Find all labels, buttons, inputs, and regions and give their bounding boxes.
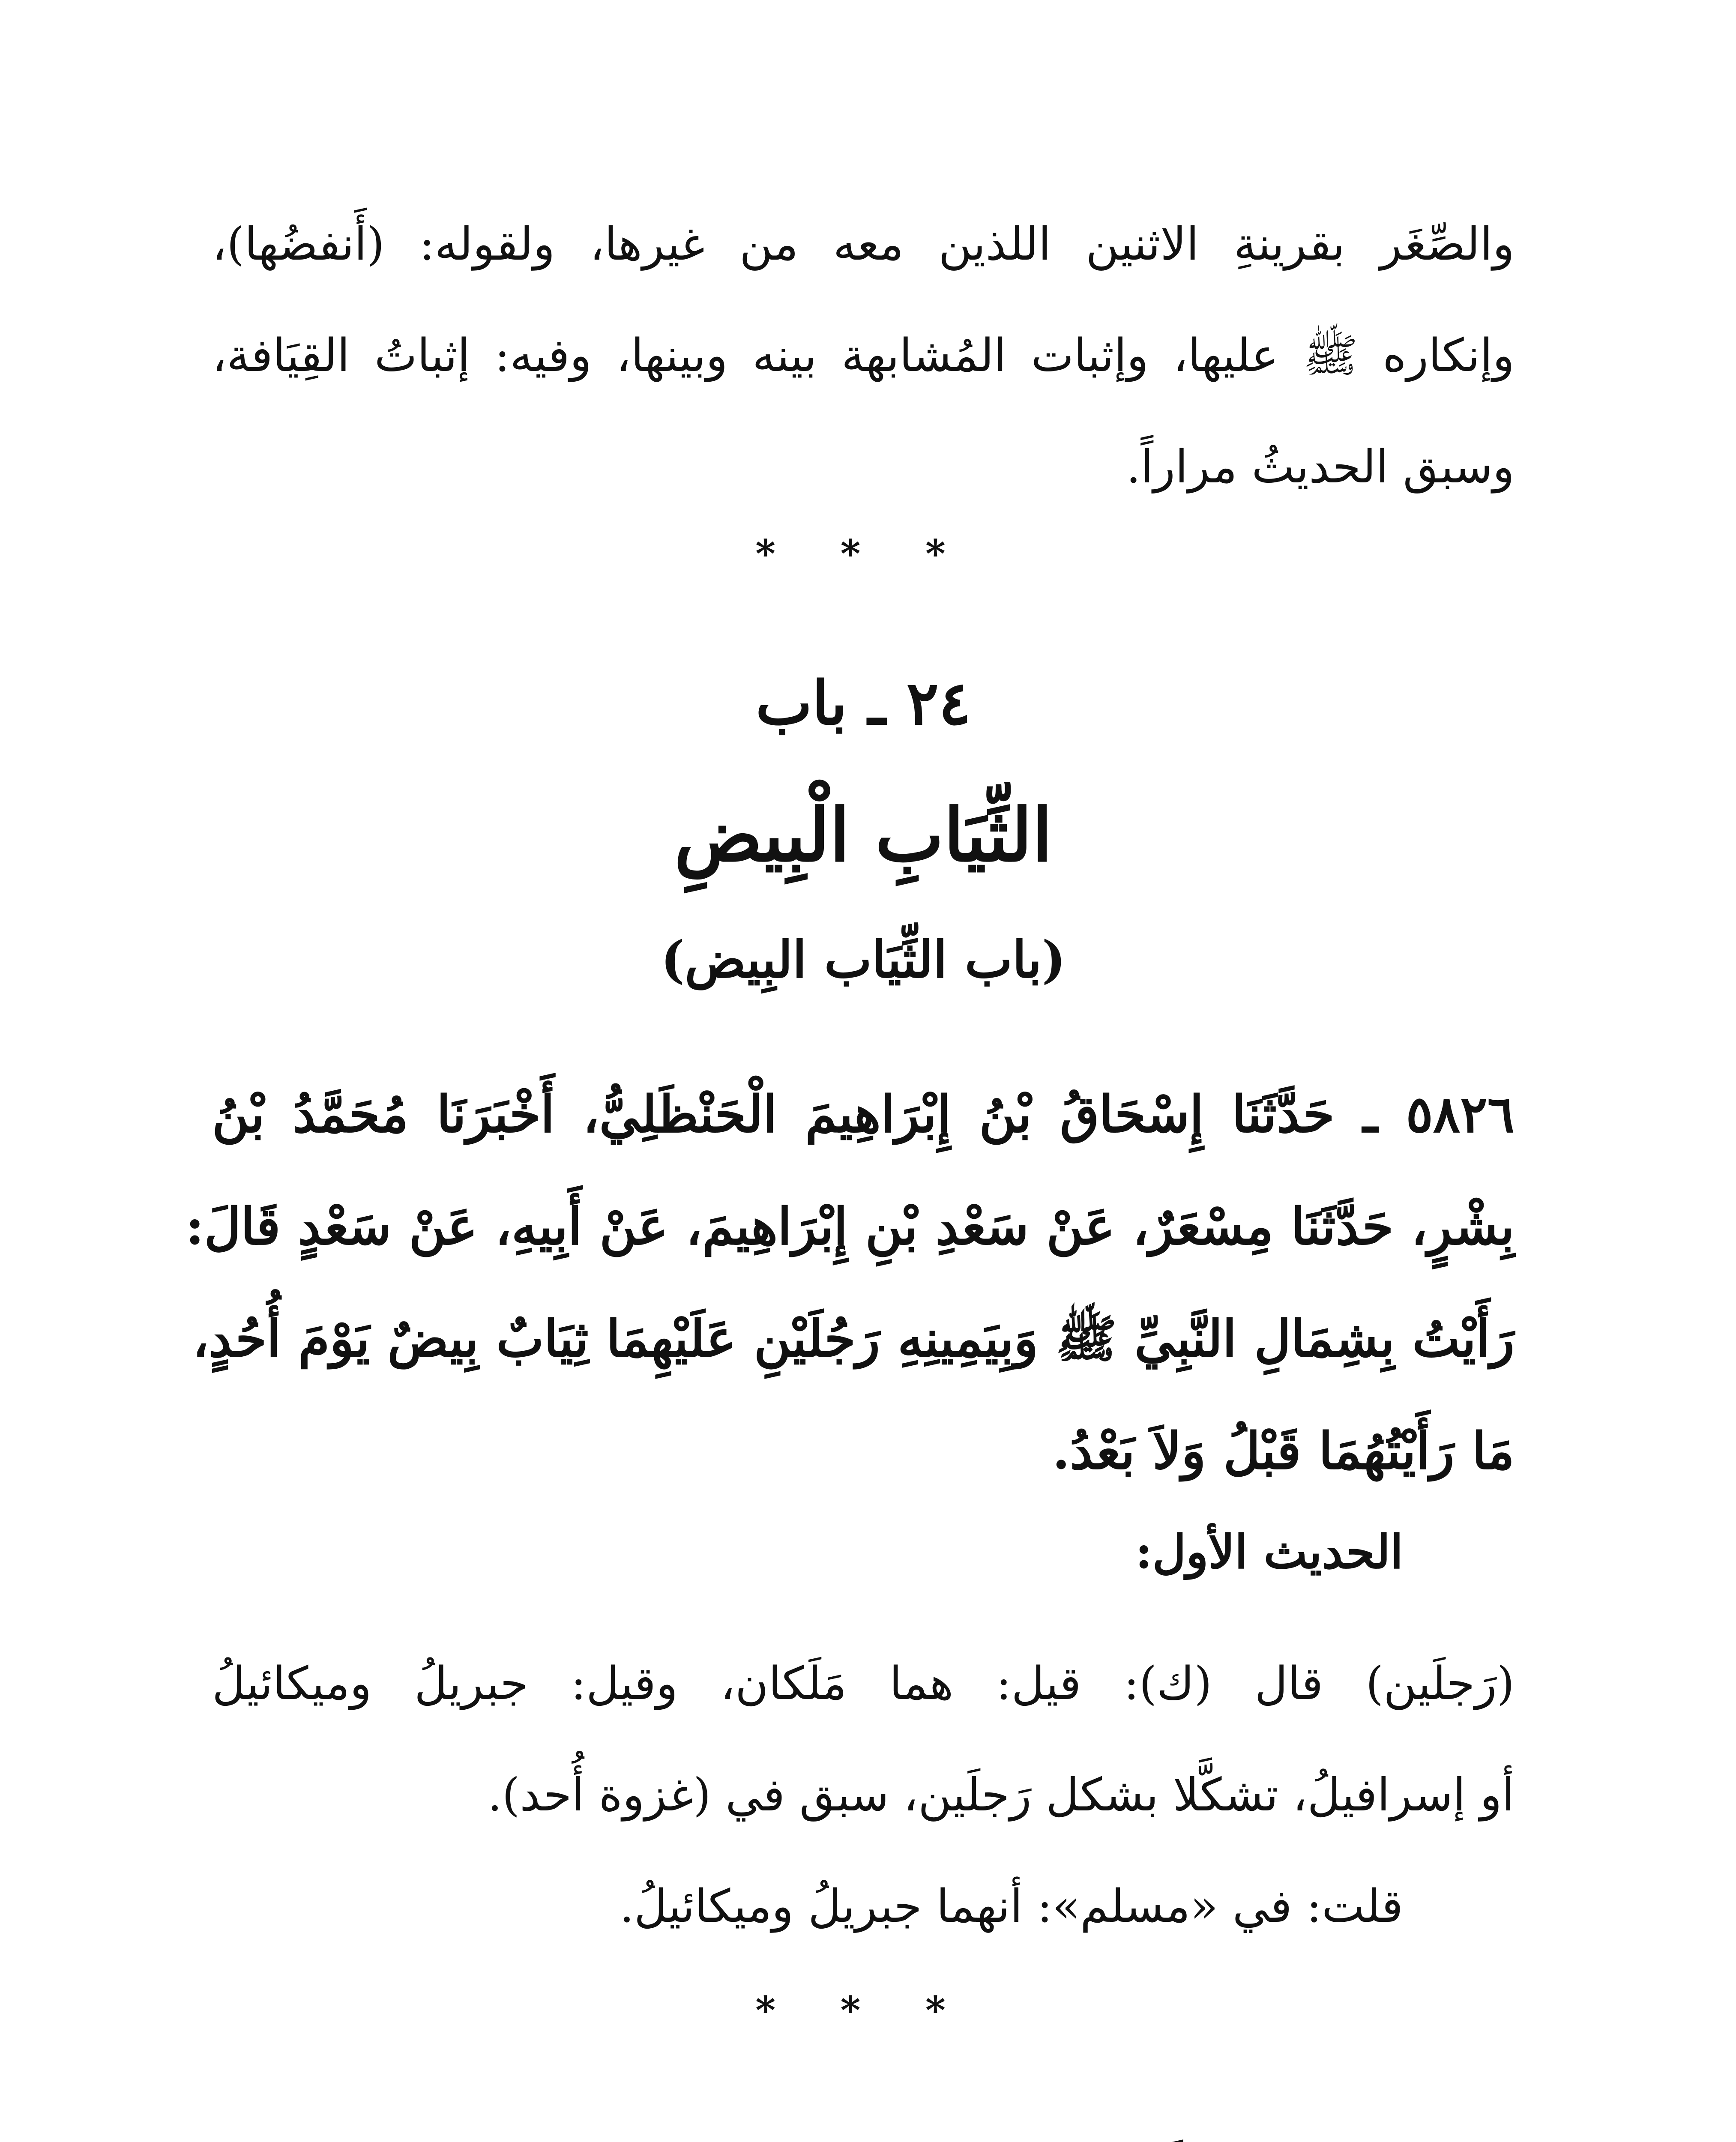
commentary-paragraph bbox=[212, 1628, 1515, 1851]
hadith-line: رَأَيْتُ بِشِمَالِ النَّبِيِّ ﷺ وَبِيَمِينِهِ رَجُلَيْنِ عَلَيْهِمَا ثِيَابٌ بِيضٌ يَوْمَ أُحُدٍ، bbox=[192, 1309, 1515, 1368]
bab-subtitle: (باب الثِّيَاب البِيض) bbox=[661, 930, 1066, 989]
hadith-line: مَا رَأَيْتُهُمَا قَبْلُ وَلاَ بَعْدُ. bbox=[1052, 1421, 1515, 1481]
bab-title: الثِّيَابِ الْبِيضِ bbox=[674, 793, 1053, 878]
bab-number: ٢٤ ـ باب bbox=[755, 668, 971, 739]
hadith-5827 bbox=[212, 2125, 1515, 2142]
hadith-line bbox=[212, 2125, 1515, 2142]
hadith-5826 bbox=[185, 1058, 1515, 1507]
commentary-line: قلت: في «مسلم»: أنهما جبريلُ وميكائيلُ. bbox=[620, 1880, 1403, 1933]
commentary-line: (رَجلَين) قال (ك): قيل: هما مَلَكان، وقيل: جبريلُ وميكائيلُ bbox=[212, 1657, 1515, 1710]
hadith-line: بِشْرٍ، حَدَّثَنَا مِسْعَرٌ، عَنْ سَعْدِ بْنِ إِبْرَاهِيمَ، عَنْ أَبِيهِ، عَنْ سَعْدٍ قَالَ: bbox=[185, 1197, 1515, 1256]
commentary-heading: الحديث الأول: bbox=[1135, 1525, 1403, 1579]
commentary-line: أو إسرافيلُ، تشكَّلا بشكل رَجلَين، سبق في (غزوة أُحد). bbox=[488, 1768, 1515, 1821]
commentary-note bbox=[212, 1851, 1515, 1962]
section-separator: * * * bbox=[755, 1988, 971, 2033]
intro-line: وسبق الحديثُ مراراً. bbox=[1126, 440, 1515, 493]
intro-line: والصِّغَر بقرينةِ الاثنين اللذين معه من غيرها، ولقوله: (أَنفضُها)، bbox=[212, 218, 1515, 270]
hadith-line: ٥٨٢٦ ـ حَدَّثَنَا إِسْحَاقُ بْنُ إِبْرَاهِيمَ الْحَنْظَلِيُّ، أَخْبَرَنَا مُحَمَّدُ بْنُ bbox=[212, 1084, 1515, 1144]
intro-line: وإنكاره ﷺ عليها، وإثبات المُشابهة بينه وبينها، وفيه: إثباتُ القِيَافة، bbox=[212, 329, 1515, 382]
intro-paragraph bbox=[212, 188, 1515, 523]
section-separator: * * * bbox=[755, 531, 971, 577]
